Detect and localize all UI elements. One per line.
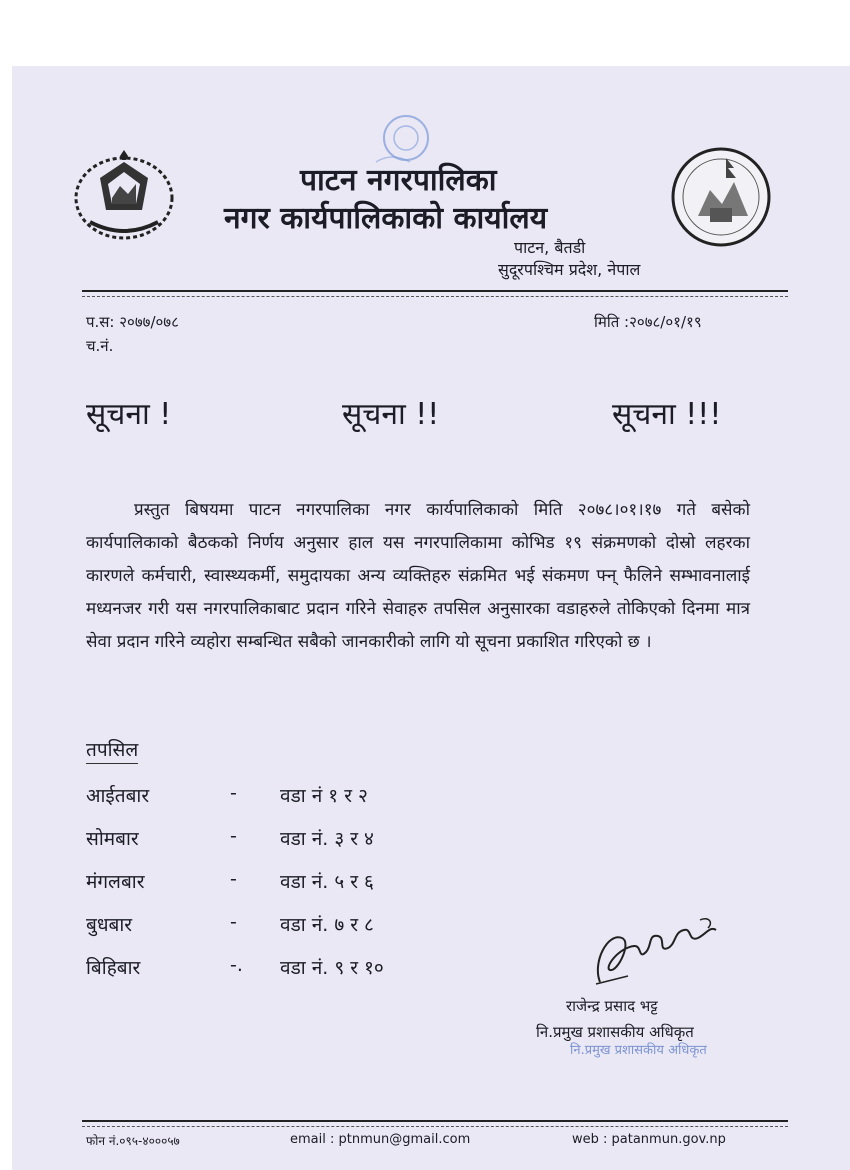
address-line-2: सुदूरपश्चिम प्रदेश, नेपाल (498, 260, 641, 279)
schedule-day: मंगलबार (86, 871, 145, 893)
schedule-dash: - (230, 911, 237, 933)
address-line-1: पाटन, बैतडी (514, 238, 586, 257)
reference-number: प.स: २०७७/०७८ (86, 313, 179, 331)
footer-divider-dashed (82, 1126, 788, 1127)
dispatch-number: च.नं. (86, 337, 114, 355)
schedule-dash: - (230, 782, 237, 804)
schedule-heading: तपसिल (86, 736, 138, 764)
schedule-day: सोमबार (86, 828, 139, 850)
schedule-row (86, 782, 506, 825)
signatory-stamp: नि.प्रमुख प्रशासकीय अधिकृत (570, 1043, 707, 1058)
municipality-logo-icon (670, 146, 772, 248)
schedule-ward: वडा नं १ र २ (280, 785, 368, 807)
schedule-row (86, 868, 506, 911)
office-name: नगर कार्यपालिकाको कार्यालय (224, 201, 548, 236)
nepal-emblem-icon (70, 148, 178, 244)
schedule-ward: वडा नं. ९ र १० (280, 957, 384, 979)
schedule-day: बुधबार (86, 914, 133, 936)
schedule-ward: वडा नं. ५ र ६ (280, 871, 374, 893)
footer-email: email : ptnmun@gmail.com (290, 1132, 471, 1147)
header-divider (82, 290, 788, 292)
header-divider-dashed (82, 296, 788, 297)
schedule-ward: वडा नं. ७ र ८ (280, 914, 374, 936)
letter-date: मिति :२०७८/०१/१९ (594, 313, 702, 331)
notice-paragraph: प्रस्तुत बिषयमा पाटन नगरपालिका नगर कार्यपालिकाको मिति २०७८।०१।१७ गते बसेको कार्यपालिकाको बैठकको निर्णय अनुसार हाल यस नगरपालिकामा कोभिड १९ संक्रमणको दोस्रो लहरका कारणले कर्मचारी, स्वास्थ्यकर्मी, समुदायका अन्य व्यक्तिहरु संक्रमित भई संकमण फ्न् फैलिने सम्भावनालाई मध्यनजर गरी यस नगरपालिकाबाट प्रदान गरिने सेवाहरु तपसिल अनुसारका वडाहरुले तोकिएको दिनमा मात्र सेवा प्रदान गरिने व्यहोरा सम्बन्धित सबैको जानकारीको लागि यो सूचना प्रकाशित गरिएको छ । (86, 500, 750, 652)
notice-title-3: सूचना !!! (612, 397, 722, 432)
footer-website: web : patanmun.gov.np (572, 1132, 726, 1147)
signature-icon (588, 912, 724, 988)
notice-title-1: सूचना ! (86, 397, 172, 432)
schedule-row (86, 825, 506, 868)
footer-phone: फोन नं.०९५-४०००५७ (86, 1134, 180, 1148)
schedule-ward: वडा नं. ३ र ४ (280, 828, 374, 850)
schedule-dash: - (230, 868, 237, 890)
schedule-dash: - (230, 825, 237, 847)
municipality-name: पाटन नगरपालिका (300, 163, 497, 198)
signatory-name: राजेन्द्र प्रसाद भट्ट (566, 997, 658, 1015)
schedule-dash: -. (230, 954, 243, 976)
schedule-row (86, 911, 506, 954)
schedule-day: आईतबार (86, 785, 150, 807)
notice-title-2: सूचना !! (342, 397, 440, 432)
ward-schedule (86, 782, 506, 997)
footer-divider (82, 1120, 788, 1122)
notice-body (86, 494, 750, 659)
schedule-day: बिहिबार (86, 957, 141, 979)
schedule-row (86, 954, 506, 997)
signatory-title: नि.प्रमुख प्रशासकीय अधिकृत (536, 1023, 694, 1041)
